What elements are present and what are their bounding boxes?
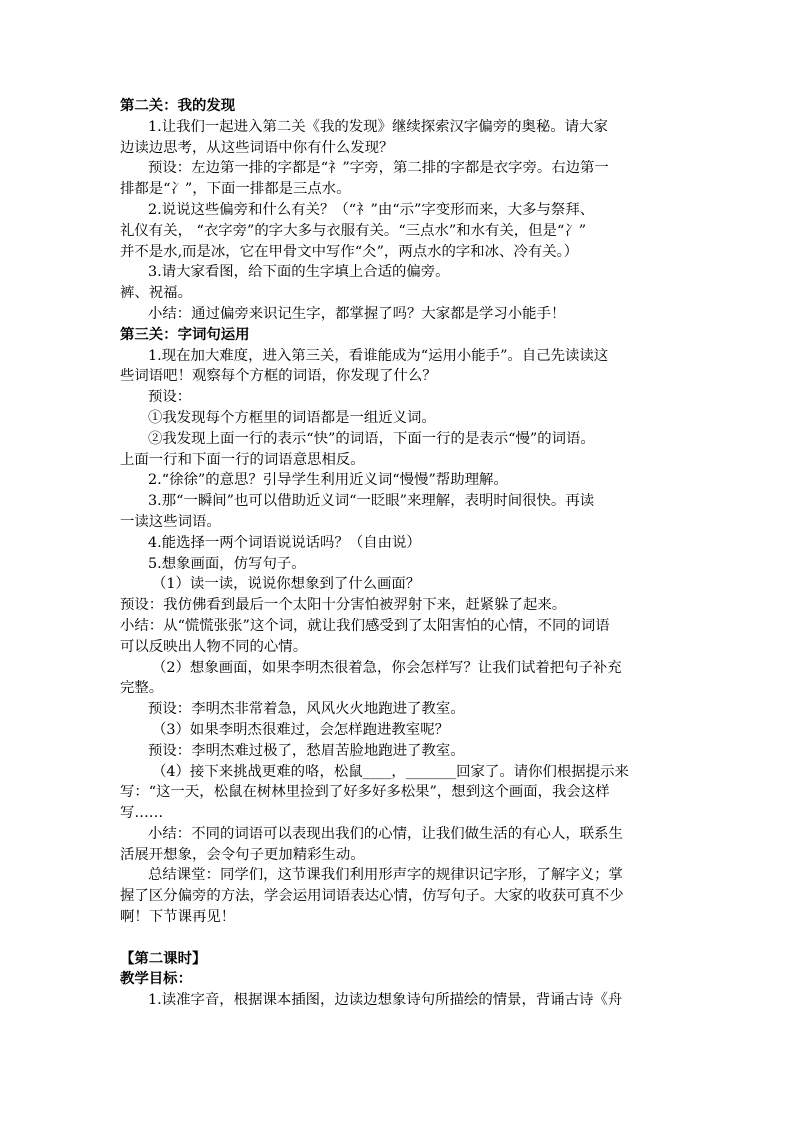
paragraph-line: 握了区分偏旁的方法，学会运用词语表达心情，仿写句子。大家的收获可真不少 xyxy=(120,888,624,905)
section-heading: 教学目标： xyxy=(120,970,192,988)
paragraph-line: ②我发现上面一行的表示“快”的词语，下面一行的是表示“慢”的词语。 xyxy=(148,430,595,447)
paragraph-line: 写：“这一天，松鼠在树林里捡到了好多好多松果”，想到这个画面，我会这样 xyxy=(120,784,610,801)
paragraph-line: 啊！下节课再见！ xyxy=(120,909,236,926)
paragraph-line: 3.那“一瞬间”也可以借助近义词“一眨眼”来理解，表明时间很快。再读 xyxy=(148,493,595,510)
paragraph-line: 小结：通过偏旁来识记生字，都掌握了吗？大家都是学习小能手！ xyxy=(148,305,566,322)
paragraph-line: （2）想象画面，如果李明杰很着急，你会怎样写？让我们试着把句子补充 xyxy=(152,659,622,676)
paragraph-line: 3.请大家看图，给下面的生字填上合适的偏旁。 xyxy=(148,264,450,281)
paragraph-line: （4）接下来挑战更难的咯，松鼠____，_______回家了。请你们根据提示来 xyxy=(152,763,629,780)
paragraph-line: （3）如果李明杰很难过，会怎样跑进教室呢？ xyxy=(152,721,449,738)
paragraph-line: 裤、祝福。 xyxy=(120,285,192,302)
paragraph-line: 预设：左边第一排的字都是“礻”字旁，第二排的字都是衣字旁。右边第一 xyxy=(148,160,609,177)
paragraph-line: 总结课堂：同学们，这节课我们利用形声字的规律识记字形，了解字义；掌 xyxy=(148,867,623,884)
paragraph-line: 预设： xyxy=(148,389,192,406)
paragraph-line: 活展开想象，会令句子更加精彩生动。 xyxy=(120,846,365,863)
paragraph-line: 4.能选择一两个词语说说话吗？（自由说） xyxy=(148,534,421,551)
paragraph-line: 可以反映出人物不同的心情。 xyxy=(120,638,308,655)
paragraph-line: 礼仪有关， “衣字旁”的字大多与衣服有关。“三点水”和水有关，但是“冫” xyxy=(120,222,587,239)
paragraph-line: 边读边思考，从这些词语中你有什么发现？ xyxy=(120,139,394,156)
document-page xyxy=(120,96,680,1011)
paragraph-line: 小结：从“慌慌张张”这个词，就让我们感受到了太阳害怕的心情，不同的词语 xyxy=(120,617,610,634)
section-heading: 第三关：字词句运用 xyxy=(120,325,250,343)
paragraph-line: 1.现在加大难度，进入第三关，看谁能成为“运用小能手”。自己先读读这 xyxy=(148,347,609,364)
paragraph-line: 写…… xyxy=(120,805,164,822)
paragraph-line xyxy=(120,928,680,949)
paragraph-line: 排都是“冫”，下面一排都是三点水。 xyxy=(120,181,351,198)
paragraph-line: （1）读一读，说说你想象到了什么画面？ xyxy=(152,576,421,593)
section-heading: 第二关：我的发现 xyxy=(120,97,236,114)
paragraph-line: 1.让我们一起进入第二关《我的发现》继续探索汉字偏旁的奥秘。请大家 xyxy=(148,118,608,135)
paragraph-line: 1.读准字音，根据课本插图，边读边想象诗句所描绘的情景，背诵古诗《舟 xyxy=(148,992,623,1009)
paragraph-line: 预设：我仿佛看到最后一个太阳十分害怕被羿射下来，赶紧躲了起来。 xyxy=(120,597,567,614)
paragraph-line: 并不是水,而是冰，它在甲骨文中写作“仌”，两点水的字和冰、冷有关。） xyxy=(120,243,579,260)
paragraph-line: 小结：不同的词语可以表现出我们的心情，让我们做生活的有心人，联系生 xyxy=(148,825,623,842)
paragraph-line: 预设：李明杰非常着急，风风火火地跑进了教室。 xyxy=(148,701,465,718)
paragraph-line: 2.说说这些偏旁和什么有关？（“礻”由“示”字变形而来，大多与祭拜、 xyxy=(148,201,595,218)
paragraph-line: 5.想象画面，仿写句子。 xyxy=(148,555,306,572)
paragraph-line: 预设：李明杰难过极了，愁眉苦脸地跑进了教室。 xyxy=(148,742,465,759)
paragraph-line: 些词语吧！观察每个方框的词语，你发现了什么？ xyxy=(120,368,437,385)
paragraph-line: ①我发现每个方框里的词语都是一组近义词。 xyxy=(148,409,436,426)
paragraph-line: 上面一行和下面一行的词语意思相反。 xyxy=(120,451,365,468)
paragraph-line: 一读这些词语。 xyxy=(120,513,221,530)
section-heading: 【第二课时】 xyxy=(120,949,207,967)
paragraph-line: 完整。 xyxy=(120,680,164,697)
paragraph-line: 2.“徐徐”的意思？引导学生利用近义词“慢慢”帮助理解。 xyxy=(148,472,508,489)
